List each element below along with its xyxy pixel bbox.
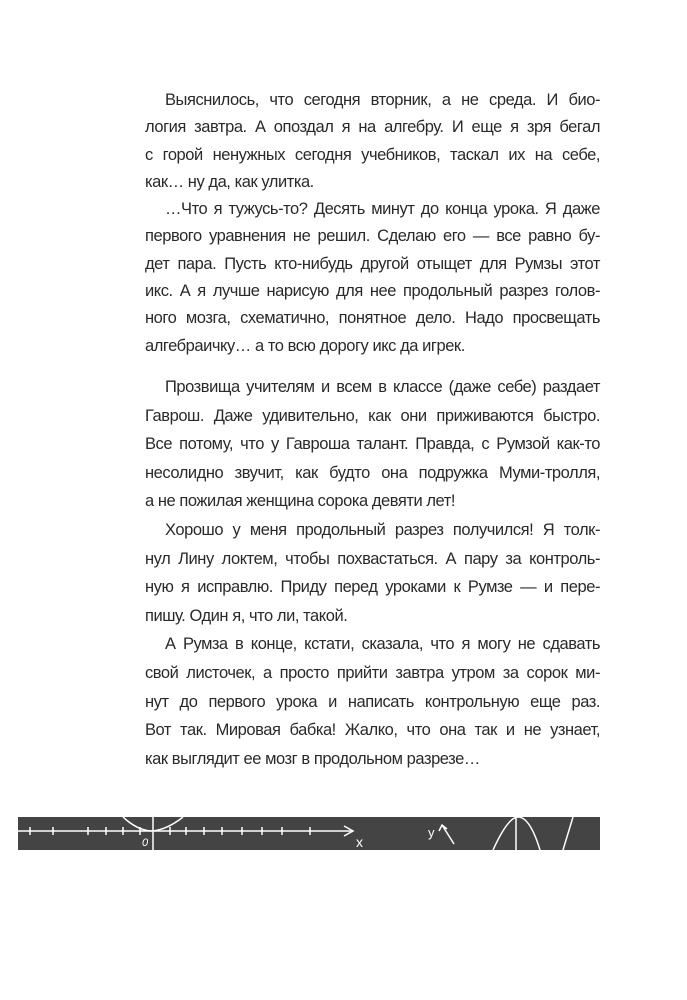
- text-line: как… ну да, как улитка.: [145, 172, 314, 191]
- text-line: нул Лину локтем, чтобы похвастаться. А пару за контроль-: [145, 549, 600, 568]
- origin-label: 0: [142, 837, 149, 849]
- text-line: с горой ненужных сегодня учебников, таскал их на себе,: [145, 145, 600, 164]
- text-line: А Румза в конце, кстати, сказала, что я могу не сдавать: [165, 635, 600, 654]
- text-line: Все потому, что у Гавроша талант. Правда, с Румзой как-то: [145, 435, 600, 454]
- text-line: дет пара. Пусть кто-нибудь другой отыщет для Румзы этот: [145, 254, 600, 273]
- text-line: ного мозга, схематично, понятное дело. Надо просвещать: [145, 309, 600, 328]
- text-line: логия завтра. А опоздал я на алгебру. И еще я зря бегал: [145, 118, 600, 137]
- text-line: свой листочек, а просто прийти завтра утром за сорок ми-: [145, 663, 600, 682]
- text-line: Вот так. Мировая бабка! Жалко, что она так и не узнает,: [145, 721, 600, 740]
- text-line: …Что я тужусь-то? Десять минут до конца урока. Я даже: [165, 200, 600, 219]
- text-line: нут до первого урока и написать контрольную еще раз.: [145, 692, 600, 711]
- text-line: икс. А я лучше нарисую для нее продольный разрез голов-: [145, 282, 600, 301]
- text-line: пишу. Один я, что ли, такой.: [145, 606, 348, 625]
- text-line: как выглядит ее мозг в продольном разрезе…: [145, 749, 480, 768]
- text-line: первого уравнения не решил. Сделаю его — все равно бу-: [145, 227, 600, 246]
- text-line: Гаврош. Даже удивительно, как они приживаются быстро.: [145, 406, 600, 425]
- text-line: Прозвища учителям и всем в классе (даже себе) раздает: [165, 378, 600, 396]
- text-line: а не пожилая женщина сорока девяти лет!: [145, 492, 455, 511]
- text-line: несолидно звучит, как будто она подружка Муми-тролля,: [145, 463, 600, 482]
- y-axis-label: y: [428, 825, 435, 840]
- graph-axes-icon: [18, 817, 600, 850]
- text-line: ную я исправлю. Приду перед уроками к Румзе — и пере-: [145, 578, 600, 597]
- text-line: алгебраичку… а то всю дорогу икс да игрек.: [145, 336, 465, 355]
- text-block-2: [145, 373, 600, 773]
- text-line: Выяснилось, что сегодня вторник, а не среда. И био-: [165, 91, 600, 109]
- text-block-1: [145, 87, 600, 360]
- x-axis-label: x: [356, 834, 363, 850]
- chalkboard-graph-illustration: [18, 817, 600, 850]
- text-line: Хорошо у меня продольный разрез получился! Я толк-: [165, 520, 600, 539]
